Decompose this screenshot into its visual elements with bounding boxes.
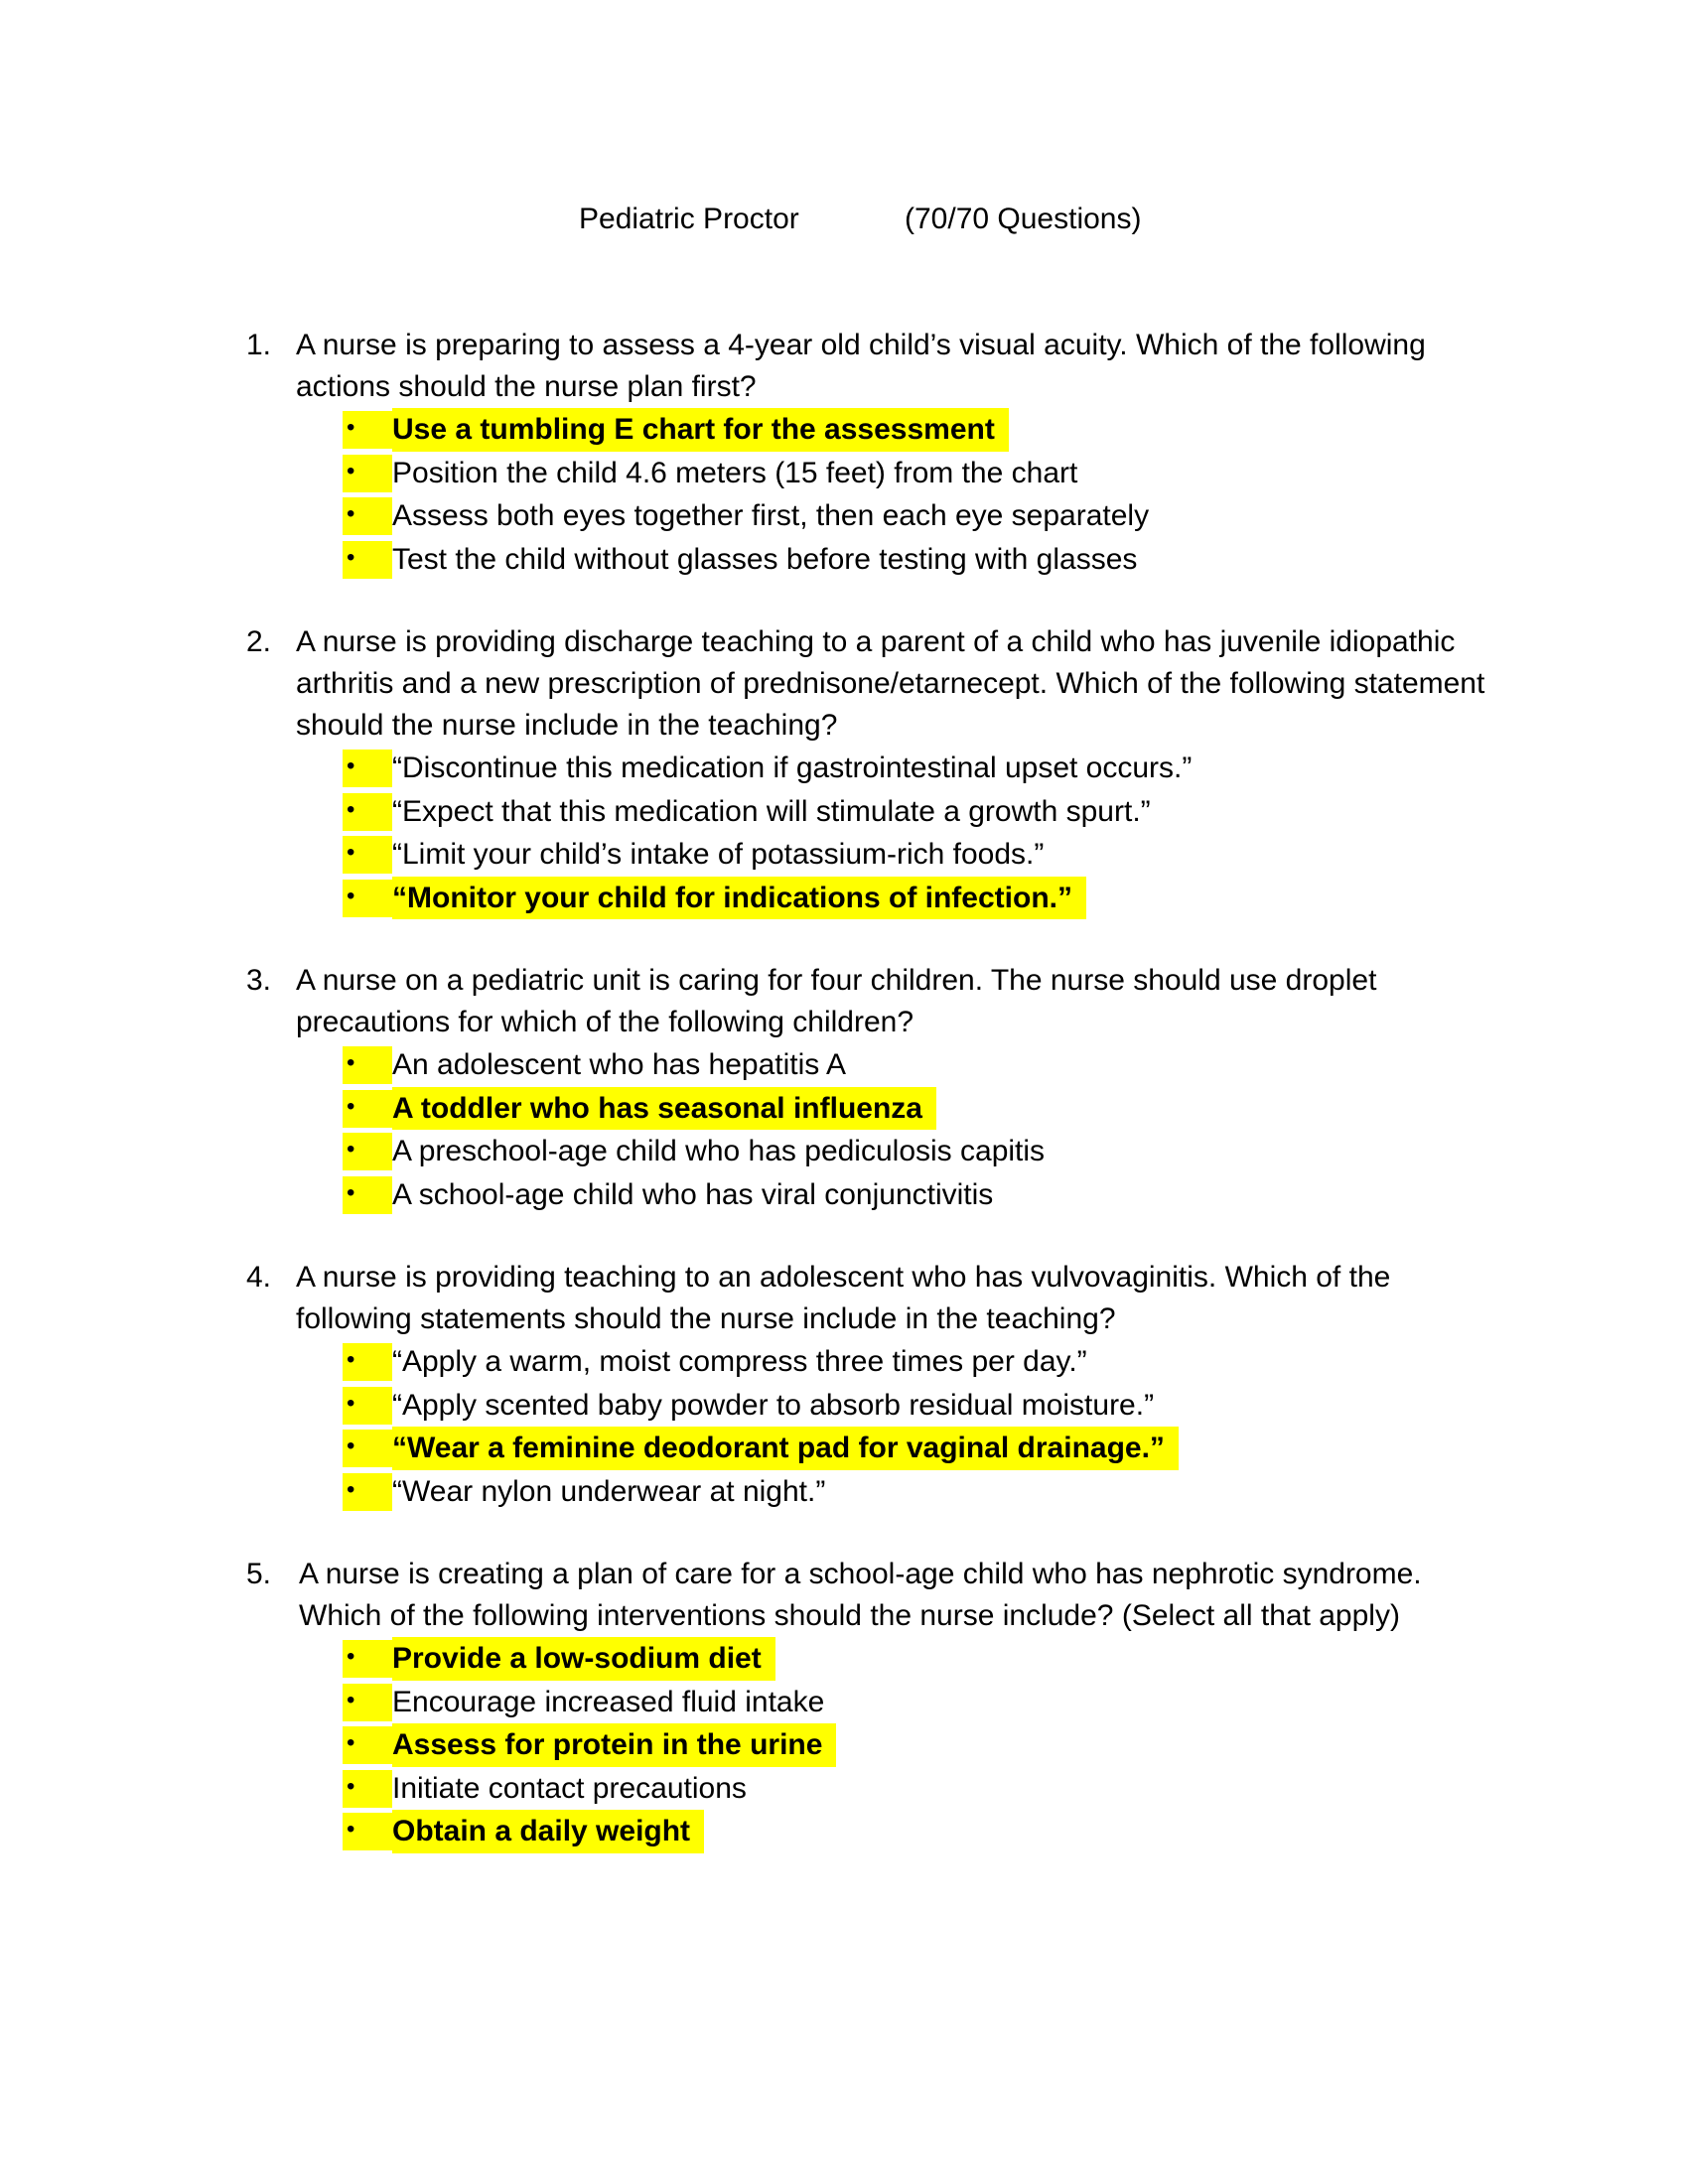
answer-text: Encourage increased fluid intake xyxy=(392,1685,825,1718)
question-number: 1. xyxy=(246,329,272,361)
question-1 xyxy=(0,325,1688,581)
bullet-icon: • xyxy=(343,1813,392,1850)
answer-text: Provide a low-sodium diet xyxy=(392,1637,775,1681)
answer-option xyxy=(0,1340,1688,1384)
bullet-icon: • xyxy=(343,455,392,492)
question-text: A nurse is preparing to assess a 4-year old child’s visual acuity. Which of the following actions should the nurse plan first? xyxy=(296,329,1426,403)
answer-text: Initiate contact precautions xyxy=(392,1771,747,1805)
bullet-icon: • xyxy=(343,1640,392,1678)
bullet-icon: • xyxy=(343,1046,392,1084)
question-text: A nurse on a pediatric unit is caring for four children. The nurse should use droplet precautions for which of the following children? xyxy=(296,964,1377,1038)
answer-option xyxy=(0,1681,1688,1724)
answer-option-correct xyxy=(0,1723,1688,1767)
answer-text: Position the child 4.6 meters (15 feet) from the chart xyxy=(392,456,1078,489)
answer-option-correct xyxy=(0,877,1688,920)
bullet-icon: • xyxy=(343,836,392,874)
question-2 xyxy=(0,621,1688,919)
answer-option xyxy=(0,452,1688,495)
question-text: A nurse is creating a plan of care for a school-age child who has nephrotic syndrome. Which of the following interventions should the nurse include? (Select all that apply) xyxy=(299,1558,1422,1632)
answer-options xyxy=(0,747,1688,919)
question-number: 3. xyxy=(246,964,272,997)
question-4 xyxy=(0,1257,1688,1513)
answer-text: A toddler who has seasonal influenza xyxy=(392,1087,936,1131)
question-list xyxy=(0,325,1688,1894)
answer-text: “Wear a feminine deodorant pad for vaginal drainage.” xyxy=(392,1427,1179,1470)
answer-option xyxy=(0,790,1688,834)
answer-text: “Wear nylon underwear at night.” xyxy=(392,1474,826,1508)
answer-options xyxy=(0,1340,1688,1513)
answer-text: “Apply a warm, moist compress three times per day.” xyxy=(392,1345,1087,1378)
answer-option xyxy=(0,1173,1688,1217)
answer-option-correct xyxy=(0,1427,1688,1470)
bullet-icon: • xyxy=(343,1133,392,1170)
answer-options xyxy=(0,1637,1688,1853)
answer-option xyxy=(0,1767,1688,1811)
question-count: (70/70 Questions) xyxy=(905,203,1142,235)
answer-text: Obtain a daily weight xyxy=(392,1810,704,1853)
answer-option xyxy=(0,1470,1688,1514)
answer-text: An adolescent who has hepatitis A xyxy=(392,1048,846,1081)
document-title: Pediatric Proctor xyxy=(579,203,799,235)
question-3 xyxy=(0,960,1688,1216)
answer-text: Use a tumbling E chart for the assessment xyxy=(392,408,1009,452)
bullet-icon: • xyxy=(343,1090,392,1128)
bullet-icon: • xyxy=(343,541,392,579)
answer-options xyxy=(0,408,1688,581)
question-stem xyxy=(0,1257,1688,1340)
answer-option-correct xyxy=(0,1637,1688,1681)
question-text: A nurse is providing teaching to an adolescent who has vulvovaginitis. Which of the following statements should the nurse include in the teaching? xyxy=(296,1261,1391,1335)
answer-option xyxy=(0,538,1688,582)
answer-text: “Limit your child’s intake of potassium-rich foods.” xyxy=(392,838,1045,871)
answer-option xyxy=(0,1384,1688,1428)
question-number: 4. xyxy=(246,1261,272,1294)
answer-text: “Expect that this medication will stimulate a growth spurt.” xyxy=(392,794,1151,828)
question-5 xyxy=(0,1554,1688,1853)
answer-options xyxy=(0,1043,1688,1216)
bullet-icon: • xyxy=(343,880,392,917)
question-stem xyxy=(0,1554,1688,1637)
bullet-icon: • xyxy=(343,411,392,449)
answer-option xyxy=(0,833,1688,877)
question-stem xyxy=(0,960,1688,1043)
bullet-icon: • xyxy=(343,1726,392,1764)
bullet-icon: • xyxy=(343,1770,392,1808)
question-text: A nurse is providing discharge teaching to a parent of a child who has juvenile idiopathic arthritis and a new prescription of prednisone/etarnecept. Which of the following statement should the nurse include in the teaching? xyxy=(296,625,1485,742)
bullet-icon: • xyxy=(343,1430,392,1467)
question-stem xyxy=(0,325,1688,408)
question-number: 2. xyxy=(246,625,272,658)
question-number: 5. xyxy=(246,1558,272,1590)
bullet-icon: • xyxy=(343,1176,392,1214)
answer-option xyxy=(0,494,1688,538)
answer-text: Test the child without glasses before testing with glasses xyxy=(392,542,1138,576)
document-header xyxy=(0,198,1688,241)
answer-text: “Apply scented baby powder to absorb residual moisture.” xyxy=(392,1388,1155,1422)
answer-text: “Monitor your child for indications of infection.” xyxy=(392,877,1086,920)
bullet-icon: • xyxy=(343,793,392,831)
bullet-icon: • xyxy=(343,1473,392,1511)
bullet-icon: • xyxy=(343,750,392,787)
bullet-icon: • xyxy=(343,1387,392,1425)
bullet-icon: • xyxy=(343,1343,392,1381)
answer-option xyxy=(0,1043,1688,1087)
answer-text: “Discontinue this medication if gastrointestinal upset occurs.” xyxy=(392,751,1193,784)
answer-text: A school-age child who has viral conjunctivitis xyxy=(392,1177,994,1211)
answer-option xyxy=(0,747,1688,790)
answer-text: A preschool-age child who has pediculosis capitis xyxy=(392,1135,1046,1167)
question-stem xyxy=(0,621,1688,747)
bullet-icon: • xyxy=(343,497,392,535)
answer-text: Assess for protein in the urine xyxy=(392,1723,836,1767)
bullet-icon: • xyxy=(343,1684,392,1721)
answer-text: Assess both eyes together first, then each eye separately xyxy=(392,499,1150,532)
answer-option-correct xyxy=(0,1087,1688,1131)
answer-option xyxy=(0,1130,1688,1173)
answer-option-correct xyxy=(0,408,1688,452)
answer-option-correct xyxy=(0,1810,1688,1853)
